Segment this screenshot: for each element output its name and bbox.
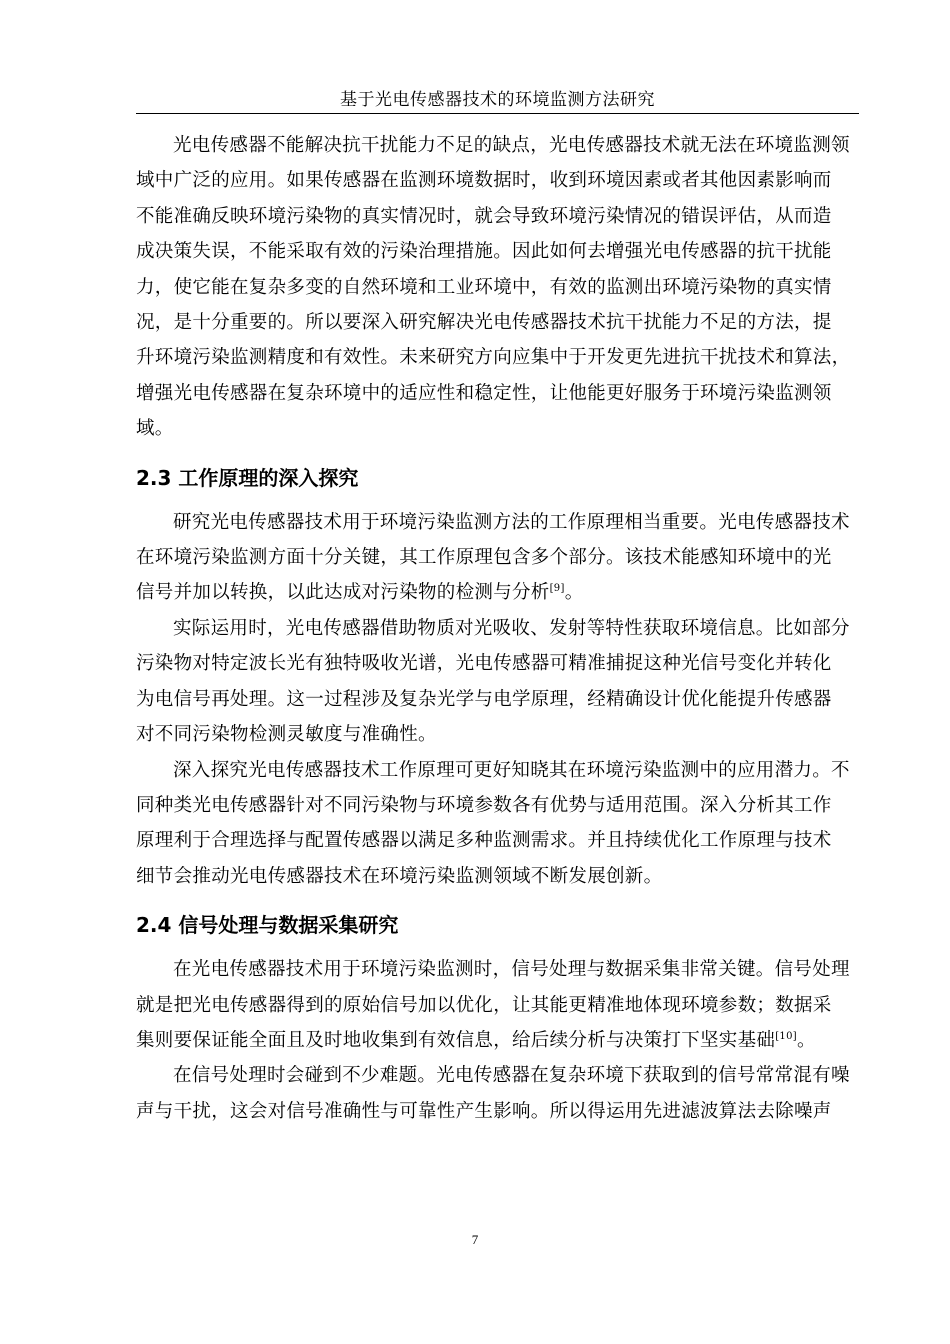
text-line: 在信号处理时会碰到不少难题。光电传感器在复杂环境下获取到的信号常常混有噪 <box>173 1065 850 1087</box>
text-line <box>136 575 866 610</box>
text-line: 为电信号再处理。这一过程涉及复杂光学与电学原理，经精确设计优化能提升传感器 <box>136 688 832 710</box>
text-line: 声与干扰，这会对信号准确性与可靠性产生影响。所以得运用先进滤波算法去除噪声 <box>136 1100 832 1122</box>
text-line: 研究光电传感器技术用于环境污染监测方法的工作原理相当重要。光电传感器技术 <box>173 511 850 533</box>
text-line: 污染物对特定波长光有独特吸收光谱，光电传感器可精准捕捉这种光信号变化并转化 <box>136 653 832 675</box>
running-header: 基于光电传感器技术的环境监测方法研究 <box>340 90 655 110</box>
text-line: 域中广泛的应用。如果传感器在监测环境数据时，收到环境因素或者其他因素影响而 <box>136 170 832 192</box>
text-line: 在光电传感器技术用于环境污染监测时，信号处理与数据采集非常关键。信号处理 <box>173 959 850 981</box>
text-line: 在环境污染监测方面十分关键，其工作原理包含多个部分。该技术能感知环境中的光 <box>136 547 832 569</box>
paragraph-signal-difficulties <box>136 1058 866 1129</box>
text-line: 细节会推动光电传感器技术在环境污染监测领域不断发展创新。 <box>136 865 663 887</box>
citation-ref: [9] <box>549 583 565 595</box>
text-line: 升环境污染监测精度和有效性。未来研究方向应集中于开发更先进抗干扰技术和算法， <box>136 347 851 369</box>
text-line: 成决策失误，不能采取有效的污染治理措施。因此如何去增强光电传感器的抗干扰能 <box>136 241 832 263</box>
text-line: 深入探究光电传感器技术工作原理可更好知晓其在环境污染监测中的应用潜力。不 <box>173 759 850 781</box>
citation-ref: [10] <box>775 1030 797 1042</box>
text-line: 对不同污染物检测灵敏度与准确性。 <box>136 724 437 746</box>
text-line: 况，是十分重要的。所以要深入研究解决光电传感器技术抗干扰能力不足的方法，提 <box>136 312 832 334</box>
text-fragment: 集则要保证能全面且及时地收集到有效信息，给后续分析与决策打下坚实基础 <box>136 1029 776 1051</box>
section-heading-2-4: 2.4 信号处理与数据采集研究 <box>136 913 399 938</box>
section-heading-2-3: 2.3 工作原理的深入探究 <box>136 465 359 490</box>
text-line: 不能准确反映环境污染物的真实情况时，就会导致环境污染情况的错误评估，从而造 <box>136 205 832 227</box>
text-fragment: 。 <box>564 582 584 604</box>
text-line: 就是把光电传感器得到的原始信号加以优化，让其能更精准地体现环境参数；数据采 <box>136 994 832 1016</box>
paragraph-deep-exploration <box>136 753 866 895</box>
paragraph-working-principle <box>136 505 866 611</box>
text-line: 光电传感器不能解决抗干扰能力不足的缺点，光电传感器技术就无法在环境监测领 <box>173 135 850 156</box>
text-line <box>136 1023 866 1058</box>
header-rule <box>136 113 859 114</box>
text-line: 增强光电传感器在复杂环境中的适应性和稳定性，让他能更好服务于环境污染监测领 <box>136 382 832 404</box>
text-fragment: 。 <box>796 1029 816 1051</box>
text-fragment: 信号并加以转换，以此达成对污染物的检测与分析 <box>136 582 550 604</box>
body-text <box>136 128 866 1129</box>
paragraph-anti-interference <box>136 128 866 447</box>
text-line: 力，使它能在复杂多变的自然环境和工业环境中，有效的监测出环境污染物的真实情 <box>136 276 832 298</box>
paragraph-signal-processing <box>136 952 866 1058</box>
text-line: 域。 <box>136 418 174 440</box>
paragraph-practical-use <box>136 611 866 753</box>
page-number: 7 <box>471 1232 479 1247</box>
text-line: 原理利于合理选择与配置传感器以满足多种监测需求。并且持续优化工作原理与技术 <box>136 830 832 852</box>
text-line: 实际运用时，光电传感器借助物质对光吸收、发射等特性获取环境信息。比如部分 <box>173 617 850 639</box>
text-line: 同种类光电传感器针对不同污染物与环境参数各有优势与适用范围。深入分析其工作 <box>136 794 832 816</box>
